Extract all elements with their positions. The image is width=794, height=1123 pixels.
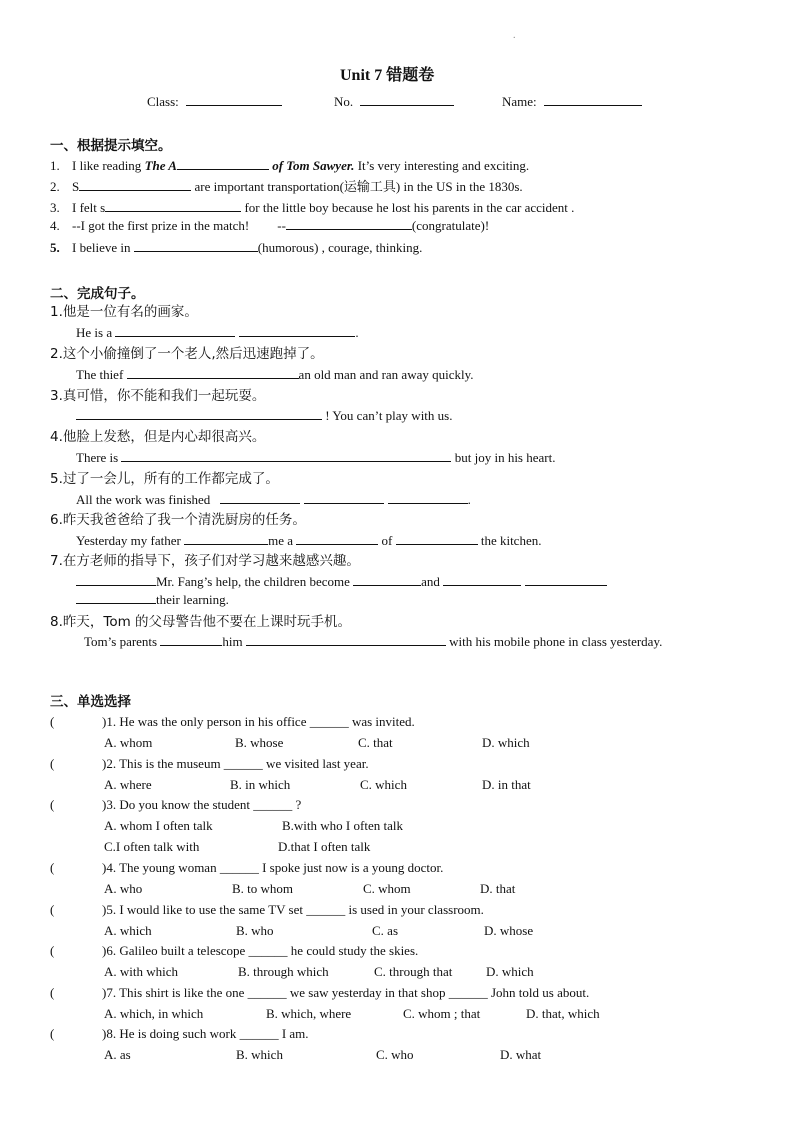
s2-q6-chinese: 6.昨天我爸爸给了我一个清洗厨房的任务。 — [50, 512, 306, 528]
option-d[interactable]: D. that — [480, 881, 516, 896]
s2-q5-chinese: 5.过了一会儿，所有的工作都完成了。 — [50, 471, 279, 487]
item-text: for the little boy because he lost his parents in the car accident . — [241, 200, 575, 215]
mcq-question-4 — [50, 860, 443, 876]
answer-blank[interactable] — [443, 573, 521, 586]
item-text: me a — [268, 533, 297, 548]
s1-item-1 — [50, 157, 529, 174]
item-text: an old man and ran away quickly. — [298, 367, 474, 382]
answer-blank[interactable] — [296, 532, 378, 545]
page-title: Unit 7 错题卷 — [340, 67, 435, 84]
s1-item-2 — [50, 176, 523, 195]
option-b[interactable]: B. who — [236, 923, 274, 938]
item-text: I believe in — [72, 240, 134, 255]
answer-paren[interactable]: ( — [50, 860, 55, 875]
question-stem: )7. This shirt is like the one ______ we saw yesterday in that shop ______ John told us about. — [102, 985, 590, 1000]
s2-q7-chinese: 7.在方老师的指导下，孩子们对学习越来越感兴趣。 — [50, 553, 360, 569]
s1-item-5 — [50, 239, 422, 256]
title-text: The A — [144, 158, 177, 173]
question-stem: )5. I would like to use the same TV set ______ is used in your classroom. — [102, 902, 484, 917]
s2-q6-english — [76, 532, 541, 549]
answer-blank[interactable] — [121, 449, 451, 462]
answer-paren[interactable]: ( — [50, 714, 55, 729]
answer-paren[interactable]: ( — [50, 985, 55, 1000]
answer-blank[interactable] — [353, 573, 421, 586]
answer-blank[interactable] — [76, 573, 156, 586]
item-text: S — [72, 179, 80, 194]
class-blank[interactable] — [186, 93, 282, 106]
item-text: There is — [76, 450, 122, 465]
option-a[interactable]: A. who — [104, 881, 143, 896]
answer-blank[interactable] — [127, 366, 299, 379]
s1-item-3 — [50, 199, 574, 216]
option-c[interactable]: C. who — [376, 1047, 414, 1062]
item-number: 5. — [50, 240, 60, 255]
item-text: (congratulate)! — [411, 218, 490, 233]
class-label: Class: — [147, 94, 179, 109]
item-text: I felt s — [72, 200, 106, 215]
item-text: . — [467, 492, 471, 507]
answer-blank[interactable] — [79, 178, 191, 191]
answer-blank[interactable] — [177, 157, 269, 170]
number-blank[interactable] — [360, 93, 454, 106]
s2-q1-english — [76, 324, 359, 341]
s2-q2-english — [76, 366, 474, 383]
section1-heading: 一、根据提示填空。 — [50, 138, 172, 154]
section3-heading: 三、单选选择 — [50, 694, 131, 710]
item-text: the kitchen. — [477, 533, 542, 548]
option-c[interactable]: C. whom ; that — [403, 1006, 481, 1021]
item-text: and — [421, 574, 444, 589]
answer-blank[interactable] — [105, 199, 241, 212]
option-b[interactable]: B. which, where — [266, 1006, 352, 1021]
s2-q8-chinese: 8.昨天，Tom 的父母警告他不要在上课时玩手机。 — [50, 614, 352, 630]
mcq-question-6 — [50, 943, 418, 959]
s1-item-4 — [50, 217, 489, 234]
answer-blank[interactable] — [396, 532, 478, 545]
question-stem: )8. He is doing such work ______ I am. — [102, 1026, 309, 1041]
name-blank[interactable] — [544, 93, 642, 106]
class-field[interactable] — [147, 93, 282, 110]
option-d[interactable]: D. that, which — [526, 1006, 600, 1021]
item-text: I like reading — [72, 158, 145, 173]
item-text: but joy in his heart. — [451, 450, 556, 465]
option-c[interactable]: C. which — [360, 777, 407, 792]
corner-dot: . — [513, 30, 516, 41]
s2-q1-chinese: 1.他是一位有名的画家。 — [50, 304, 198, 320]
item-text: Tom’s parents — [84, 634, 161, 649]
option-c[interactable]: C.I often talk with — [104, 839, 200, 854]
option-a[interactable]: A. with which — [104, 964, 179, 979]
item-number: 1. — [50, 158, 60, 173]
s2-q2-chinese: 2.这个小偷撞倒了一个老人,然后迅速跑掉了。 — [50, 346, 324, 362]
option-d[interactable]: D.that I often talk — [278, 839, 371, 854]
s2-q7-english — [76, 573, 607, 590]
mcq-question-1 — [50, 714, 415, 730]
option-b[interactable]: B. which — [236, 1047, 283, 1062]
item-number: 3. — [50, 200, 60, 215]
item-text: The thief — [76, 367, 127, 382]
s2-q5-english — [76, 491, 471, 508]
option-d[interactable]: D. which — [482, 735, 530, 750]
answer-paren[interactable]: ( — [50, 902, 55, 917]
mcq-question-2 — [50, 756, 369, 772]
item-text: ! You can’t play with us. — [322, 408, 453, 423]
item-text: are important transportation(运输工具) in the US in the 1830s. — [191, 179, 523, 194]
item-text: It’s very interesting and exciting. — [354, 158, 530, 173]
option-c[interactable]: C. as — [372, 923, 398, 938]
answer-blank[interactable] — [76, 407, 322, 420]
option-d[interactable]: D. in that — [482, 777, 531, 792]
answer-paren[interactable]: ( — [50, 797, 55, 812]
mcq-question-3 — [50, 797, 301, 813]
option-a[interactable]: A. as — [104, 1047, 131, 1062]
answer-blank[interactable] — [304, 491, 384, 504]
item-number: 4. — [50, 218, 60, 233]
s2-q3-chinese: 3.真可惜，你不能和我们一起玩耍。 — [50, 388, 266, 404]
title-text: of Tom Sawyer. — [268, 158, 355, 173]
option-b[interactable]: B. whose — [235, 735, 284, 750]
s2-q4-chinese: 4.他脸上发愁，但是内心却很高兴。 — [50, 429, 266, 445]
answer-blank[interactable] — [246, 633, 446, 646]
item-text: with his mobile phone in class yesterday. — [445, 634, 663, 649]
item-text: --I got the first prize in the match! — [72, 218, 250, 233]
answer-paren[interactable]: ( — [50, 1026, 55, 1041]
answer-blank[interactable] — [115, 324, 235, 337]
item-text: He is a — [76, 325, 116, 340]
option-c[interactable]: C. that — [358, 735, 393, 750]
question-stem: )6. Galileo built a telescope ______ he could study the skies. — [102, 943, 419, 958]
s2-q7-english-cont — [76, 591, 229, 608]
s2-q4-english — [76, 449, 555, 466]
item-text: -- — [277, 218, 286, 233]
item-text: (humorous) , courage, thinking. — [257, 240, 423, 255]
option-a[interactable]: A. which — [104, 923, 152, 938]
option-d[interactable]: D. whose — [484, 923, 534, 938]
option-b[interactable]: B. through which — [238, 964, 329, 979]
option-c[interactable]: C. whom — [363, 881, 411, 896]
option-b[interactable]: B.with who I often talk — [282, 818, 403, 833]
answer-blank[interactable] — [239, 324, 355, 337]
item-text: him — [222, 634, 246, 649]
answer-blank[interactable] — [184, 532, 268, 545]
name-field[interactable] — [502, 93, 642, 110]
option-a[interactable]: A. where — [104, 777, 152, 792]
answer-blank[interactable] — [220, 491, 300, 504]
item-number: 2. — [50, 179, 60, 194]
option-b[interactable]: B. to whom — [232, 881, 294, 896]
number-label: No. — [334, 94, 354, 109]
option-d[interactable]: D. what — [500, 1047, 542, 1062]
s2-q3-english — [76, 407, 452, 424]
name-label: Name: — [502, 94, 537, 109]
answer-blank[interactable] — [286, 217, 412, 230]
item-text: Yesterday my father — [76, 533, 185, 548]
item-text: Mr. Fang’s help, the children become — [156, 574, 354, 589]
option-c[interactable]: C. through that — [374, 964, 453, 979]
answer-blank[interactable] — [76, 591, 156, 604]
item-text: of — [378, 533, 396, 548]
section2-heading: 二、完成句子。 — [50, 286, 145, 302]
item-text: All the work was finished — [76, 492, 214, 507]
mcq-question-7 — [50, 985, 589, 1001]
answer-blank[interactable] — [160, 633, 222, 646]
item-text: their learning. — [156, 592, 229, 607]
option-a[interactable]: A. whom — [104, 735, 153, 750]
s2-q8-english — [84, 633, 662, 650]
answer-blank[interactable] — [134, 239, 258, 252]
mcq-question-5 — [50, 902, 484, 918]
number-field[interactable] — [334, 93, 454, 110]
mcq-question-8 — [50, 1026, 309, 1042]
option-b[interactable]: B. in which — [230, 777, 291, 792]
answer-paren[interactable]: ( — [50, 756, 55, 771]
answer-blank[interactable] — [525, 573, 607, 586]
option-d[interactable]: D. which — [486, 964, 534, 979]
answer-blank[interactable] — [388, 491, 468, 504]
question-stem: )1. He was the only person in his office ______ was invited. — [102, 714, 415, 729]
option-a[interactable]: A. which, in which — [104, 1006, 204, 1021]
question-stem: )3. Do you know the student ______ ? — [102, 797, 302, 812]
question-stem: )2. This is the museum ______ we visited last year. — [102, 756, 369, 771]
item-text: . — [355, 325, 359, 340]
option-a[interactable]: A. whom I often talk — [104, 818, 213, 833]
question-stem: )4. The young woman ______ I spoke just now is a young doctor. — [102, 860, 444, 875]
answer-paren[interactable]: ( — [50, 943, 55, 958]
